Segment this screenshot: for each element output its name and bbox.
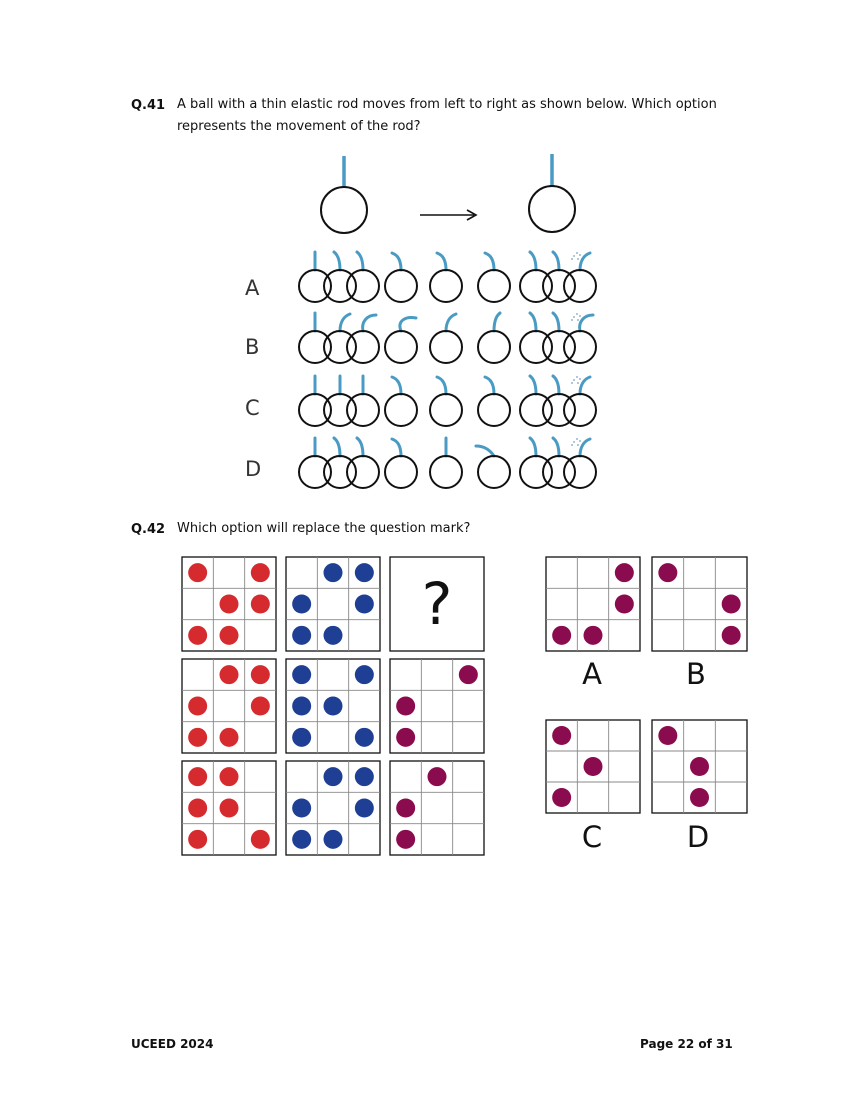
option-a-grid[interactable] — [546, 557, 640, 651]
dot — [428, 767, 447, 786]
dot — [396, 728, 415, 747]
grid-r2-c2 — [286, 659, 380, 753]
dot — [324, 626, 343, 645]
dot — [355, 799, 374, 818]
question-41-number: Q.41 — [131, 98, 166, 113]
dot — [251, 563, 270, 582]
dot — [324, 767, 343, 786]
dot — [722, 595, 741, 614]
dot — [292, 697, 311, 716]
dot — [355, 767, 374, 786]
dot — [658, 563, 677, 582]
dot — [690, 788, 709, 807]
q41-option-c-label: C — [245, 396, 260, 420]
footer-page-number: Page 22 of 31 — [640, 1037, 733, 1051]
question-41-line-1: A ball with a thin elastic rod moves from left to right as shown below. Which option — [177, 97, 717, 112]
grid-r2-c1 — [182, 659, 276, 753]
dot — [188, 697, 207, 716]
option-b-grid[interactable] — [652, 557, 747, 651]
grid-r3-c1 — [182, 761, 276, 855]
dot — [220, 595, 239, 614]
grid-r3-c3 — [390, 761, 484, 855]
dot — [396, 799, 415, 818]
dot — [188, 626, 207, 645]
dot — [220, 799, 239, 818]
dot — [396, 830, 415, 849]
dot — [615, 595, 634, 614]
grid-r1-c2 — [286, 557, 380, 651]
dot — [292, 595, 311, 614]
dot — [188, 728, 207, 747]
dot — [292, 665, 311, 684]
q41-option-d-label: D — [245, 457, 262, 481]
dot — [396, 697, 415, 716]
dot — [355, 595, 374, 614]
dot — [355, 728, 374, 747]
dot — [690, 757, 709, 776]
dot — [324, 563, 343, 582]
question-mark: ? — [421, 570, 453, 638]
dot — [292, 626, 311, 645]
dot — [220, 665, 239, 684]
grid-r2-c3 — [390, 659, 484, 753]
question-41-line-2: represents the movement of the rod? — [177, 119, 421, 134]
q42-option-c-label: C — [581, 820, 603, 854]
dot — [292, 830, 311, 849]
dot — [584, 626, 603, 645]
dot — [188, 799, 207, 818]
dot — [220, 728, 239, 747]
q42-option-b-label: B — [686, 657, 706, 691]
dot — [220, 767, 239, 786]
dot — [251, 665, 270, 684]
dot — [251, 595, 270, 614]
dot — [292, 799, 311, 818]
question-42-number: Q.42 — [131, 522, 166, 537]
dot — [552, 726, 571, 745]
option-d-grid[interactable] — [652, 720, 747, 813]
option-c-grid[interactable] — [546, 720, 640, 813]
footer-exam-name: UCEED 2024 — [131, 1037, 214, 1051]
dot — [552, 788, 571, 807]
dot — [552, 626, 571, 645]
dot — [584, 757, 603, 776]
dot — [251, 830, 270, 849]
grid-r1-c1 — [182, 557, 276, 651]
dot — [188, 830, 207, 849]
q42-option-d-label: D — [686, 820, 710, 854]
grid-r3-c2 — [286, 761, 380, 855]
question-42-text: Which option will replace the question mark? — [177, 521, 471, 536]
dot — [220, 626, 239, 645]
dot — [324, 697, 343, 716]
dot — [355, 665, 374, 684]
dot — [188, 767, 207, 786]
q41-option-b-label: B — [245, 335, 260, 359]
dot — [188, 563, 207, 582]
dot — [355, 563, 374, 582]
dot — [658, 726, 677, 745]
dot — [722, 626, 741, 645]
q41-option-a-label: A — [245, 276, 260, 300]
dot — [615, 563, 634, 582]
dot — [292, 728, 311, 747]
dot — [324, 830, 343, 849]
dot — [251, 697, 270, 716]
dot — [459, 665, 478, 684]
q42-option-a-label: A — [582, 657, 602, 691]
